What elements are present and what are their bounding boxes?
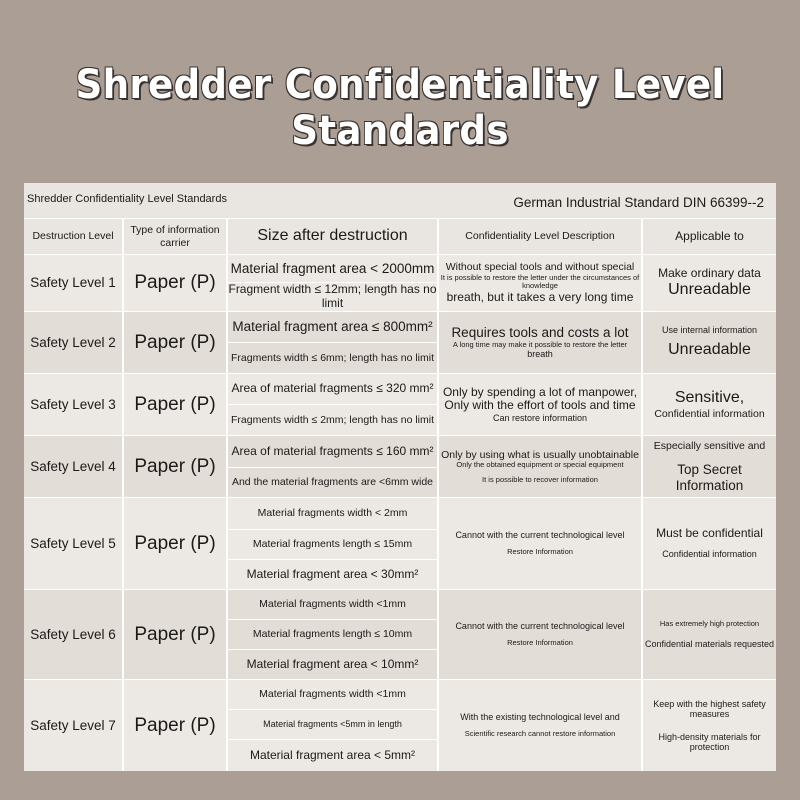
applicable-level-2-line-2: Unreadable [668, 341, 751, 359]
applicable-level-5-line-1: Must be confidential [656, 526, 763, 541]
applicable-level-5-line-2: Confidential information [662, 549, 757, 560]
applicable-level-6-line-2: Confidential materials requested [644, 638, 775, 649]
description-level-2-line-2: A long time may make it possible to restore the letter [452, 339, 628, 349]
description-level-6 [439, 590, 641, 679]
applicable-level-3-line-1: Sensitive, [674, 389, 745, 407]
description-level-3-line-1: Only by spending a lot of manpower, [442, 384, 638, 399]
applicable-level-5 [643, 498, 776, 589]
carrier-level-5: Paper (P) [134, 532, 216, 554]
description-level-1-line-3: breath, but it takes a very long time [446, 289, 634, 304]
safety-level-1: Safety Level 1 [30, 275, 116, 291]
applicable-level-6-line-1: Has extremely high protection [659, 619, 760, 629]
table-caption-bar [24, 183, 776, 218]
description-level-3-line-3: Can restore information [492, 413, 588, 424]
safety-level-6: Safety Level 6 [30, 626, 116, 642]
description-level-5-line-1: Cannot with the current technological level [455, 530, 625, 541]
size-level-5-c: Material fragment area < 30mm² [246, 566, 419, 581]
header-description: Confidentiality Level Description [465, 230, 615, 243]
description-level-1-line-2: It is possible to restore the letter under the circumstances of knowledge [440, 272, 640, 291]
description-level-4-line-3: It is possible to recover information [482, 474, 598, 484]
applicable-level-7-line-2: High-density materials for protection [658, 731, 761, 752]
size-level-6-c: Material fragment area < 10mm² [246, 656, 419, 671]
description-level-5 [439, 498, 641, 589]
applicable-level-3-line-2: Confidential information [654, 407, 765, 420]
description-level-2 [439, 312, 641, 373]
applicable-level-1-line-1: Make ordinary data [658, 265, 761, 280]
applicable-level-3 [643, 374, 776, 435]
safety-level-3: Safety Level 3 [30, 396, 116, 412]
description-level-7-line-2: Scientific research cannot restore information [464, 729, 616, 739]
size-level-5-b: Material fragments length ≤ 15mm [252, 538, 413, 551]
description-level-1-line-1: Without special tools and without special [445, 261, 635, 274]
size-level-1-b: Fragment width ≤ 12mm; length has no limit [228, 282, 437, 310]
page-title: Shredder Confidentiality Level Standards [75, 62, 725, 154]
size-level-4-b: And the material fragments are <6mm wide [231, 476, 434, 489]
description-level-2-line-3: breath [527, 349, 553, 360]
standards-table [24, 183, 776, 771]
description-level-5-line-2: Restore Information [507, 547, 573, 557]
applicable-level-4-line-2: Top Secret Information [675, 462, 744, 493]
header-carrier-type: Type of information carrier [130, 224, 220, 249]
safety-level-4: Safety Level 4 [30, 458, 116, 474]
size-level-6-b: Material fragments length ≤ 10mm [252, 628, 413, 641]
carrier-level-2: Paper (P) [134, 331, 216, 353]
applicable-level-2-line-1: Use internal information [661, 325, 758, 336]
safety-level-2: Safety Level 2 [30, 334, 116, 350]
size-level-4-a: Area of material fragments ≤ 160 mm² [231, 443, 434, 458]
applicable-level-4-line-1: Especially sensitive and [653, 439, 766, 452]
applicable-level-7-line-1: Keep with the highest safety measures [653, 698, 766, 720]
header-applicable: Applicable to [675, 228, 744, 243]
applicable-level-2 [643, 312, 776, 373]
applicable-level-6 [643, 590, 776, 679]
applicable-level-7 [643, 680, 776, 771]
description-level-7 [439, 680, 641, 771]
description-level-6-line-2: Restore Information [507, 638, 573, 648]
description-level-3-line-2: Only with the effort of tools and time [444, 398, 636, 413]
description-level-1 [439, 255, 641, 311]
description-level-4-line-2: Only the obtained equipment or special equipment [456, 459, 624, 469]
carrier-level-1: Paper (P) [134, 272, 216, 294]
description-level-6-line-1: Cannot with the current technological level [455, 621, 625, 632]
size-level-2-b: Fragments width ≤ 6mm; length has no limit [230, 351, 434, 364]
description-level-4-line-1: Only by using what is usually unobtainable [441, 448, 639, 461]
size-level-7-b: Material fragments <5mm in length [263, 719, 402, 730]
carrier-level-3: Paper (P) [134, 393, 216, 415]
description-level-2-line-1: Requires tools and costs a lot [451, 325, 629, 341]
carrier-level-4: Paper (P) [134, 455, 216, 477]
size-level-5-a: Material fragments width < 2mm [257, 507, 408, 520]
header-destruction-level: Destruction Level [32, 230, 114, 243]
description-level-3 [439, 374, 641, 435]
description-level-7-line-1: With the existing technological level and [460, 712, 620, 723]
safety-level-7: Safety Level 7 [30, 717, 116, 733]
size-level-7-a: Material fragments width <1mm [259, 688, 406, 701]
applicable-level-1 [643, 255, 776, 311]
size-level-2-a: Material fragment area ≤ 800mm² [232, 319, 433, 335]
table-caption-left: Shredder Confidentiality Level Standards [27, 193, 227, 205]
safety-level-5: Safety Level 5 [30, 535, 116, 551]
carrier-level-6: Paper (P) [134, 623, 216, 645]
carrier-level-7: Paper (P) [134, 714, 216, 736]
size-level-3-a: Area of material fragments ≤ 320 mm² [231, 381, 434, 396]
size-level-1-a: Material fragment area < 2000mm [230, 260, 435, 276]
size-level-6-a: Material fragments width <1mm [259, 598, 406, 611]
header-size: Size after destruction [257, 227, 408, 245]
size-level-3-b: Fragments width ≤ 2mm; length has no limit [230, 413, 434, 426]
applicable-level-1-line-2: Unreadable [668, 280, 751, 298]
applicable-level-4 [643, 436, 776, 497]
size-level-7-c: Material fragment area < 5mm² [249, 747, 416, 762]
description-level-4 [439, 436, 641, 497]
standard-reference: German Industrial Standard DIN 66399--2 [513, 195, 764, 210]
